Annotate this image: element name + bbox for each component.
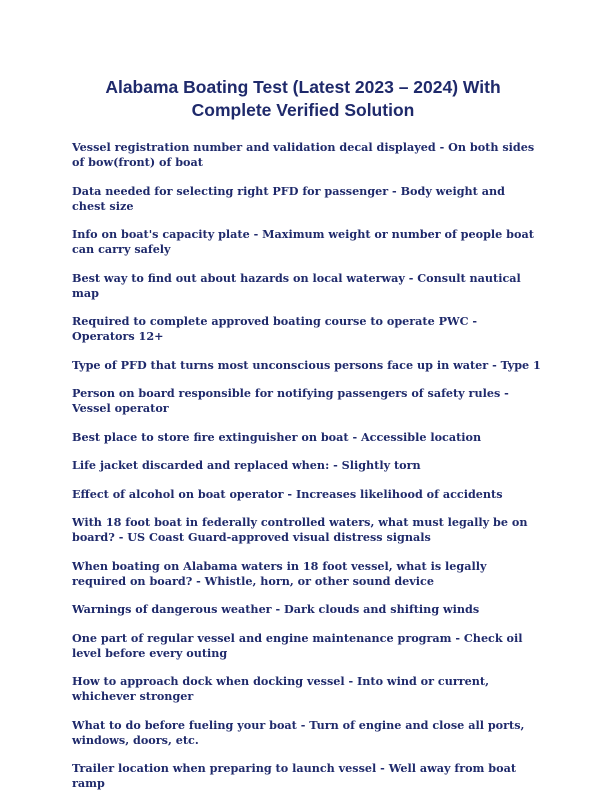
- qa-item: Life jacket discarded and replaced when: - Slightly torn: [72, 458, 421, 472]
- qa-item: Best way to find out about hazards on local waterway - Consult nautical map: [72, 270, 521, 300]
- qa-item: Type of PFD that turns most unconscious persons face up in water - Type 1: [72, 357, 541, 372]
- qa-item: Best place to store fire extinguisher on boat - Accessible location: [72, 429, 482, 444]
- qa-item: When boating on Alabama waters in 18 foot vessel, what is legally required on board? - Whistle, horn, or other sound device: [72, 558, 487, 588]
- document-title: [60, 76, 546, 122]
- document-title-line-2: Complete Verified Solution: [191, 100, 415, 120]
- qa-item: Vessel registration number and validation decal displayed - On both sides of bow(front) of boat: [72, 140, 535, 169]
- qa-item: Warnings of dangerous weather - Dark clouds and shifting winds: [72, 602, 480, 616]
- qa-item: Trailer location when preparing to launch vessel - Well away from boat ramp: [72, 761, 516, 790]
- qa-item: Data needed for selecting right PFD for passenger - Body weight and chest size: [72, 183, 505, 213]
- qa-item: Required to complete approved boating course to operate PWC - Operators 12+: [72, 314, 478, 343]
- qa-item: Person on board responsible for notifying passengers of safety rules - Vessel operator: [72, 386, 509, 415]
- qa-item: Effect of alcohol on boat operator - Increases likelihood of accidents: [72, 486, 503, 501]
- qa-item: How to approach dock when docking vessel - Into wind or current, whichever stronger: [72, 674, 489, 703]
- qa-item: What to do before fueling your boat - Turn of engine and close all ports, windows, doors, etc.: [72, 717, 525, 747]
- qa-item: With 18 foot boat in federally controlled waters, what must legally be on board? - US Coast Guard-approved visual distress signals: [72, 515, 528, 544]
- qa-list: [72, 140, 542, 805]
- document-title-line-1: Alabama Boating Test (Latest 2023 – 2024) With: [105, 77, 501, 97]
- qa-item: One part of regular vessel and engine maintenance program - Check oil level before every outing: [72, 630, 523, 660]
- qa-item: Info on boat's capacity plate - Maximum weight or number of people boat can carry safely: [72, 227, 534, 256]
